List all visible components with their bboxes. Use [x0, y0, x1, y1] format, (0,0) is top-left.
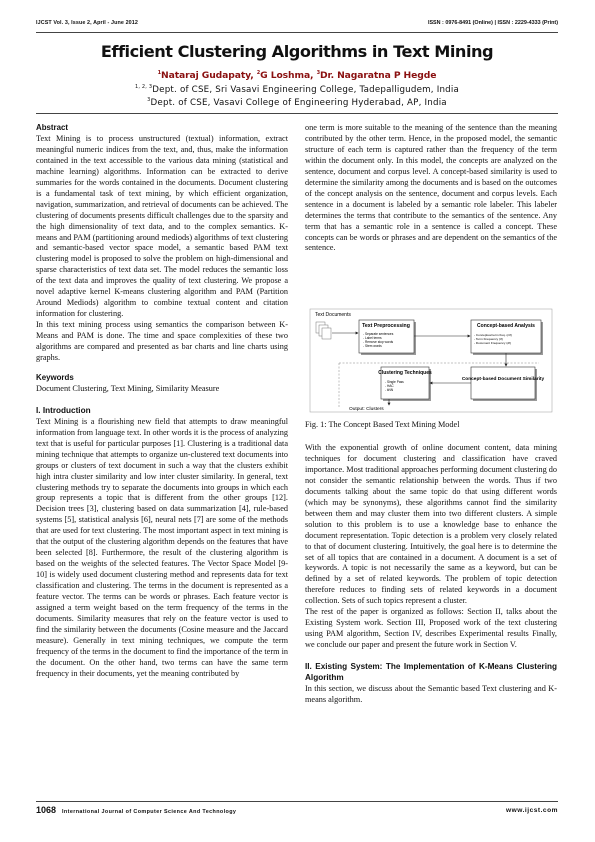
author-sup: 2 [256, 70, 261, 76]
author-name: G Loshma, [260, 70, 317, 82]
box-item: - kNN [385, 388, 394, 392]
abstract-paragraph: In this text mining process using semantics the comparison between K-Means and PAM is done. The time and space complexities of these two algorithms are compared and presented as bar charts and line charts using graphs. [36, 320, 288, 363]
keywords-text: Document Clustering, Text Mining, Similarity Measure [36, 383, 220, 393]
running-header-right: ISSN : 0976-8491 (Online) | ISSN : 2229-4333 (Print) [427, 20, 558, 26]
keywords-heading: Keywords [36, 372, 74, 382]
box-similarity [471, 367, 535, 399]
affiliation-text: Dept. of CSE, Vasavi College of Engineering Hyderabad, AP, India [150, 97, 447, 108]
footer-rule [36, 801, 558, 802]
running-header-left: IJCST Vol. 3, Issue 2, April - June 2012 [36, 20, 138, 26]
abstract-heading: Abstract [36, 123, 69, 132]
box-item: - Term Frequency (tf) [474, 337, 503, 341]
author-sup: 3 [316, 70, 320, 76]
body-paragraph: With the exponential growth of online document content, data mining techniques for document clustering and classification have craved importance. Most traditional approaches performing document clustering do not consider the semantic relationship between the words. Thus if two documents talking about the same topic do that using different words (which may be synonyms), these algorithms cannot find the similarity between them and may cluster them into two different clusters. A simple solution to this problem is to use a knowledge base to enhance the document representation. Topic detection is a problem very closely related to that of document clustering. Intuitively, the goal here is to determine the set of all topics that are contained in a document. A document is a set of keywords. A topic is not necessarily the same as a keyword, but can be defined by a set of related keywords. The problem of topic detection therefore reduces to finding sets of related keywords in a document collection. Sets of such topics represent a cluster. [305, 443, 558, 606]
affiliation-text: Dept. of CSE, Sri Vasavi Engineering College, Tadepalligudem, India [152, 84, 460, 95]
intro-paragraph: Text Mining is a flourishing new field that attempts to draw meaningful information from language text. In other words it is the process of analyzing text that is useful for particular purposes [1]. Clustering is a traditional data mining technique that attempts to organize un-clustered text documents into groups or clusters of text document in such a way that the clusters exhibit high intra cluster similarity and low inter cluster similarity. In general, text clustering methods try to separate the documents into groups in which each group represents a topic that is different from the other groups [12]. Decision trees [3], clustering based on data summarization [4], rule-based systems [5], statistical analysis [6], neural nets [7] are some of the methods that are used for text clustering. The most important aspect in text mining is that the output of the clustering algorithm depends on the features that have been selected [8]. Furthermore, the result of the clustering algorithm is based on the weights of the selected features. The Vector Space Model [9-10] is widely used document clustering method and represents data for text classification and clustering. The terms in the document is represented as a feature vector. The terms can be words or phrases. Each feature vector is assigned a term weight based on the term frequency of the terms in the documents. Similarity measures that rely on the feature vector is used to find the similarity between the documents (Cosine measure and the Jaccard measure). Generally in text mining techniques, we compute the term frequency of the terms in the document to find the importance of the term in the document. On the other hand, two terms can have the same term frequency in their documents, yet the meaning contributed by [36, 416, 288, 678]
box-item: - Remove stop words [363, 340, 394, 344]
box-item: - Stem words [363, 344, 382, 348]
box-title-similarity: Concept-based Document Similarity [461, 377, 545, 382]
concept-model-figure [309, 308, 553, 413]
box-item: - Separate sentences [363, 332, 394, 336]
section2-paragraph: In this section, we discuss about the Semantic based Text clustering and K-means algorithm. [305, 683, 557, 704]
affiliation-1 [36, 84, 558, 95]
left-column [36, 123, 288, 680]
author-name: Dr. Nagaratna P Hegde [319, 70, 437, 82]
author-list [36, 70, 558, 81]
box-item: - Label terms [363, 336, 382, 340]
author-sup: 1 [157, 70, 162, 76]
right-column-top [305, 123, 557, 254]
affiliation-sup: 1, 2, 3 [134, 84, 153, 90]
document-stack-icon [316, 322, 331, 339]
box-item: - Conceptual term freq. (ctf) [474, 333, 512, 337]
page-number: 1068 [36, 805, 57, 815]
box-item: - Single Pass [385, 380, 404, 384]
figure-label-output: Output: Clusters [349, 407, 384, 412]
affiliation-sup: 3 [147, 97, 151, 103]
figure-label-text-documents: Text Documents [315, 312, 351, 318]
body-paragraph: one term is more suitable to the meaning of the sentence than the meaning contributed by the other term. Hence, in the proposed model, the semantic structure of each term is captured rather than the frequency of the term within the document only. In this model, the concepts are analyzed on the sentence, document and corpus level. A concept-based similarity is used to determine the similarity among the documents and is based on the outcomes of the concept analysis on the sentence, document and corpus levels. Each sentence in a document is labeled by a semantic role labeler. This labeler determines the terms that contribute to the semantics of the sentence. Any term that has a semantic role in a sentence is called a concept. These concepts can be words or phrases and are dependent on the semantics of the sentence. [305, 123, 557, 253]
affiliation-2 [36, 97, 558, 108]
section-heading-existing: II. Existing System: The Implementation of K-Means Clustering Algorithm [305, 662, 557, 683]
box-title-clustering: Clustering Techniques [378, 370, 432, 376]
journal-url: www.ijcst.com [505, 807, 558, 814]
title-rule [36, 113, 558, 114]
header-rule [36, 32, 558, 33]
paper-title: Efficient Clustering Algorithms in Text Mining [100, 42, 494, 61]
box-item: - HAC [385, 384, 394, 388]
author-name: Nataraj Gudapaty, [161, 70, 257, 82]
figure-caption: Fig. 1: The Concept Based Text Mining Model [305, 420, 460, 429]
right-column-bottom [305, 443, 557, 706]
footer-left [36, 805, 236, 815]
section-heading-intro: I. Introduction [36, 405, 91, 415]
journal-name: International Journal of Computer Science And Technology [62, 809, 237, 815]
body-paragraph: The rest of the paper is organized as follows: Section II, talks about the Existing System work. Section III, Proposed work of the text clustering using PAM algorithm, Section IV, describes Experimental results Finally, we conclude our paper and present the future work in Section V. [305, 607, 557, 650]
abstract-paragraph: Text Mining is to process unstructured (textual) information, extract meaningful numeric indices from the text, and, thus, make the information contained in the text accessible to the various data mining (statistical and machine learning) algorithms. Information can be extracted to derive summaries for the words contained in the documents. Document clustering is a fundamental task of text mining, by which efficient organization, navigation, summarization, and retrieval of documents can be achieved. The clustering of documents presents difficult challenges due to the sparsity and the high dimensionality of text data, and to the complex semantics. K-means and PAM (partitioning around mediods) algorithms of text clustering and semantic-based vector space model, a semantic based PAM text clustering model is proposed to solve the problem on high-dimensional and sparse characteristics of text data set. The model reduces the semantic loss of the text data and improves the quality of text clustering. We propose a novel adaptive kernel K-means clustering algorithm and PAM (Partition Around Mediods) algorithm to combine textual content and citation information for clustering. [36, 133, 288, 319]
box-title-analysis: Concept-based Analysis [477, 323, 535, 329]
box-item: - Document Frequency (df) [474, 341, 511, 345]
box-title-preprocessing: Text Preprocessing [362, 323, 410, 329]
